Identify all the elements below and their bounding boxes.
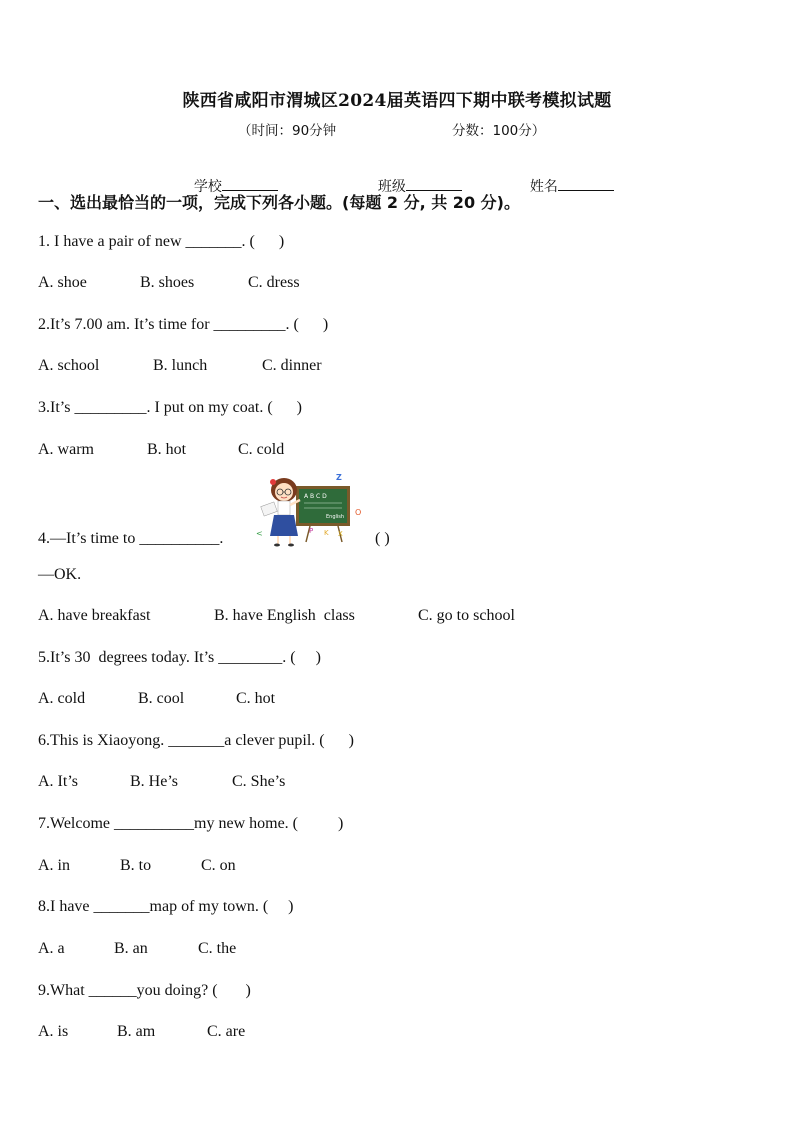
- option-6c: C. She’s: [232, 773, 286, 790]
- question-3: 3.It’s _________. I put on my coat. ( ): [38, 399, 302, 416]
- letter-o: O: [355, 508, 362, 517]
- question-2: 2.It’s 7.00 am. It’s time for _________. ( ): [38, 316, 329, 333]
- board-letters: A B C D: [304, 493, 327, 500]
- letter-p: P: [309, 527, 314, 535]
- name-blank: [558, 176, 614, 191]
- name-field: [521, 160, 614, 196]
- exam-title: 陕西省咸阳市渭城区2024届英语四下期中联考模拟试题: [182, 91, 612, 111]
- option-5a: A. cold: [38, 690, 86, 707]
- exam-time: （时间：90分钟: [238, 123, 337, 139]
- option-5c: C. hot: [236, 690, 276, 707]
- option-9b: B. am: [117, 1023, 156, 1040]
- letter-z: Z: [336, 473, 342, 482]
- option-1c: C. dress: [248, 274, 300, 291]
- option-3a: A. warm: [38, 441, 94, 458]
- letter-k: K: [324, 529, 329, 537]
- option-1a: A. shoe: [38, 274, 87, 291]
- letter-lt: <: [256, 529, 263, 538]
- option-8a: A. a: [38, 940, 65, 957]
- question-5: 5.It’s 30 degrees today. It’s ________. ( ): [38, 649, 321, 666]
- option-3c: C. cold: [238, 441, 285, 458]
- option-9a: A. is: [38, 1023, 69, 1040]
- question-9: 9.What ______you doing? ( ): [38, 982, 251, 999]
- option-1b: B. shoes: [140, 274, 195, 291]
- class-blank: [406, 176, 462, 191]
- letter-x: X: [338, 530, 343, 538]
- option-8c: C. the: [198, 940, 237, 957]
- board-caption: English: [326, 514, 345, 520]
- exam-score: 分数：100分）: [452, 123, 546, 139]
- option-8b: B. an: [114, 940, 148, 957]
- section-heading: 一、选出最恰当的一项，完成下列各小题。(每题 2 分, 共 20 分)。: [38, 193, 520, 212]
- class-label: 班级: [377, 179, 406, 195]
- question-4-reply: —OK.: [38, 566, 82, 583]
- question-7: 7.Welcome __________my new home. ( ): [38, 815, 344, 832]
- teacher-chalkboard-illustration: [254, 470, 370, 550]
- name-label: 姓名: [529, 179, 558, 195]
- school-label: 学校: [193, 179, 222, 195]
- option-4b: B. have English class: [214, 607, 355, 624]
- question-4: 4.—It’s time to __________.: [38, 530, 224, 547]
- question-6: 6.This is Xiaoyong. _______a clever pupil. ( ): [38, 732, 354, 749]
- option-7a: A. in: [38, 857, 70, 874]
- teacher-figure: [261, 478, 300, 547]
- question-8: 8.I have _______map of my town. ( ): [38, 898, 294, 915]
- question-4-paren: ( ): [375, 530, 390, 547]
- option-7c: C. on: [201, 857, 236, 874]
- option-2a: A. school: [38, 357, 100, 374]
- option-7b: B. to: [120, 857, 152, 874]
- option-2b: B. lunch: [153, 357, 208, 374]
- option-3b: B. hot: [147, 441, 187, 458]
- option-4a: A. have breakfast: [38, 607, 151, 624]
- school-blank: [222, 176, 278, 191]
- option-9c: C. are: [207, 1023, 246, 1040]
- option-6b: B. He’s: [130, 773, 178, 790]
- option-2c: C. dinner: [262, 357, 322, 374]
- option-5b: B. cool: [138, 690, 185, 707]
- option-4c: C. go to school: [418, 607, 515, 624]
- option-6a: A. It’s: [38, 773, 78, 790]
- question-1: 1. I have a pair of new _______. ( ): [38, 233, 285, 250]
